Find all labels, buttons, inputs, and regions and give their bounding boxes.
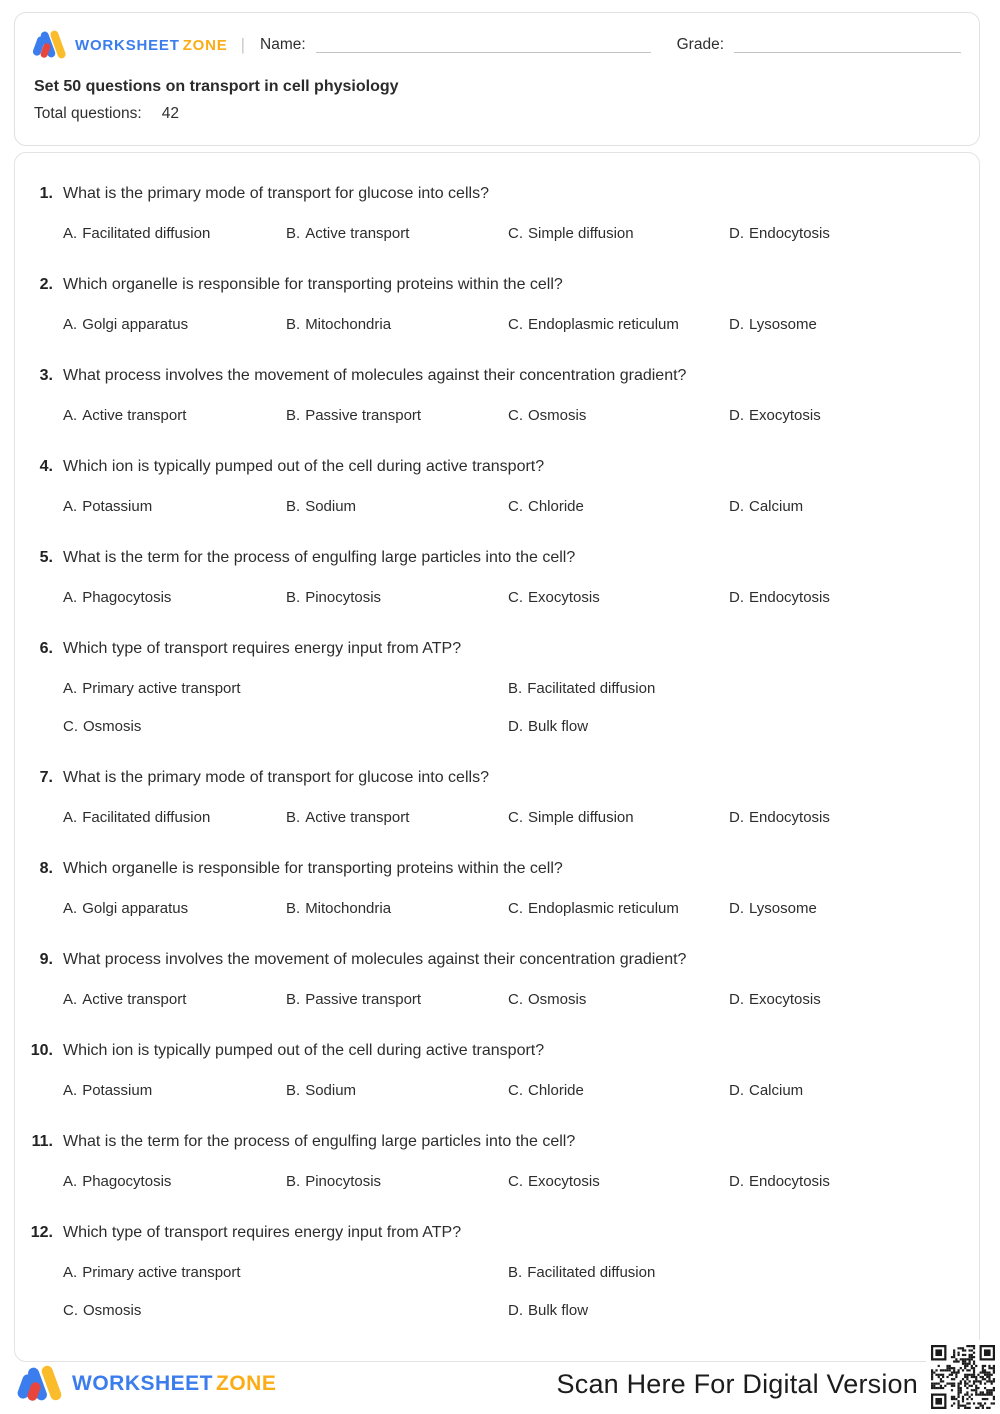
option-b-label: Passive transport (305, 407, 422, 424)
brand-word-zone: ZONE (182, 36, 228, 54)
question-number: 5. (39, 549, 53, 566)
option-a-letter: A. (63, 498, 78, 515)
option-a-label: Golgi apparatus (82, 900, 189, 917)
option-c-letter: C. (508, 991, 523, 1008)
option-c-label: Exocytosis (528, 1173, 600, 1190)
option-c[interactable] (508, 587, 729, 608)
option-c-letter: C. (508, 809, 523, 826)
option-b-label: Sodium (305, 1082, 357, 1099)
name-label: Name: (260, 36, 306, 53)
option-a-letter: A. (63, 900, 78, 917)
option-d[interactable] (508, 716, 967, 737)
question-row (15, 183, 967, 205)
question-options (63, 898, 967, 919)
option-d[interactable] (729, 496, 967, 517)
option-d-label: Calcium (749, 498, 804, 515)
option-a-label: Potassium (82, 1082, 153, 1099)
option-c-label: Endoplasmic reticulum (528, 900, 679, 917)
option-d-label: Endocytosis (749, 1173, 830, 1190)
question-number: 8. (39, 860, 53, 877)
option-d-letter: D. (729, 809, 744, 826)
option-a[interactable] (63, 314, 286, 335)
option-c-label: Endoplasmic reticulum (528, 316, 679, 333)
option-b[interactable] (508, 1262, 967, 1283)
option-d-label: Exocytosis (749, 407, 821, 424)
question-options (63, 1262, 967, 1321)
brand-name (75, 37, 228, 54)
option-d-letter: D. (729, 991, 744, 1008)
option-d-label: Bulk flow (528, 1302, 589, 1319)
option-c-letter: C. (508, 900, 523, 917)
option-c[interactable] (508, 1171, 729, 1192)
question-text: What is the primary mode of transport for glucose into cells? (63, 769, 489, 786)
question-text: Which ion is typically pumped out of the cell during active transport? (63, 458, 545, 475)
question-options (63, 1080, 967, 1101)
option-a-letter: A. (63, 1082, 78, 1099)
question-number: 2. (39, 276, 53, 293)
question-number: 12. (30, 1224, 53, 1241)
option-d-label: Calcium (749, 1082, 804, 1099)
option-b-label: Passive transport (305, 991, 422, 1008)
option-a-letter: A. (63, 991, 78, 1008)
option-b-label: Pinocytosis (305, 589, 382, 606)
header-row (34, 28, 961, 62)
option-a-letter: A. (63, 316, 78, 333)
option-b-label: Mitochondria (305, 900, 392, 917)
option-b-letter: B. (286, 809, 301, 826)
option-c-label: Osmosis (528, 407, 587, 424)
option-c-label: Exocytosis (528, 589, 600, 606)
option-d[interactable] (729, 587, 967, 608)
question-6 (15, 638, 967, 737)
question-text: Which organelle is responsible for transporting proteins within the cell? (63, 276, 563, 293)
option-b[interactable] (286, 223, 508, 244)
question-options (63, 807, 967, 828)
option-d[interactable] (729, 405, 967, 426)
question-row (15, 767, 967, 789)
option-b[interactable] (286, 314, 508, 335)
question-2 (15, 274, 967, 335)
option-b-letter: B. (286, 498, 301, 515)
option-a-label: Primary active transport (82, 1264, 241, 1281)
option-a-letter: A. (63, 1264, 78, 1281)
option-b-label: Active transport (305, 809, 410, 826)
option-d[interactable] (508, 1300, 967, 1321)
option-b-letter: B. (286, 991, 301, 1008)
option-b-letter: B. (286, 1173, 301, 1190)
question-text: What process involves the movement of molecules against their concentration gradient? (63, 951, 687, 968)
option-d-label: Lysosome (749, 316, 817, 333)
option-a[interactable] (63, 1080, 286, 1101)
option-b[interactable] (286, 807, 508, 828)
scan-here-text: Scan Here For Digital Version (556, 1368, 918, 1399)
question-row (15, 1222, 967, 1244)
option-a-label: Primary active transport (82, 680, 241, 697)
option-b-letter: B. (286, 589, 301, 606)
option-d-letter: D. (729, 498, 744, 515)
option-b-label: Mitochondria (305, 316, 392, 333)
option-a[interactable] (63, 989, 286, 1010)
option-a-label: Active transport (82, 991, 187, 1008)
option-a[interactable] (63, 1262, 508, 1283)
question-7 (15, 767, 967, 828)
option-a[interactable] (63, 223, 286, 244)
option-c-letter: C. (508, 407, 523, 424)
option-d-letter: D. (729, 900, 744, 917)
option-c-letter: C. (508, 589, 523, 606)
question-row (15, 949, 967, 971)
footer-brand-word-worksheet: WORKSHEET (72, 1372, 213, 1395)
header-divider: | (240, 35, 245, 54)
option-b[interactable] (286, 587, 508, 608)
option-b-letter: B. (286, 407, 301, 424)
option-a-letter: A. (63, 407, 78, 424)
total-questions-label: Total questions: (34, 105, 142, 122)
option-b-letter: B. (286, 900, 301, 917)
option-c[interactable] (508, 807, 729, 828)
option-d-label: Bulk flow (528, 718, 589, 735)
question-text: What is the primary mode of transport for glucose into cells? (63, 185, 489, 202)
question-text: Which ion is typically pumped out of the cell during active transport? (63, 1042, 545, 1059)
option-d-letter: D. (508, 718, 523, 735)
brand-logo (34, 30, 228, 60)
question-4 (15, 456, 967, 517)
total-questions-value: 42 (161, 105, 179, 122)
option-d-letter: D. (729, 316, 744, 333)
question-options (63, 405, 967, 426)
questions-card (14, 152, 980, 1362)
question-options (63, 989, 967, 1010)
option-c-label: Osmosis (83, 718, 142, 735)
question-text: What is the term for the process of engulfing large particles into the cell? (63, 1133, 576, 1150)
option-d-label: Endocytosis (749, 225, 830, 242)
question-row (15, 365, 967, 387)
question-row (15, 547, 967, 569)
option-c-letter: C. (508, 1082, 523, 1099)
option-c-label: Osmosis (83, 1302, 142, 1319)
option-d[interactable] (729, 898, 967, 919)
footer (20, 1358, 1000, 1410)
question-3 (15, 365, 967, 426)
option-a-letter: A. (63, 589, 78, 606)
option-c[interactable] (508, 223, 729, 244)
option-b-letter: B. (508, 680, 523, 697)
option-b[interactable] (286, 1080, 508, 1101)
question-text: Which organelle is responsible for transporting proteins within the cell? (63, 860, 563, 877)
option-b-letter: B. (286, 1082, 301, 1099)
option-c-letter: C. (63, 1302, 78, 1319)
option-d[interactable] (729, 1080, 967, 1101)
option-d-letter: D. (729, 1082, 744, 1099)
question-number: 9. (39, 951, 53, 968)
option-d-letter: D. (729, 407, 744, 424)
footer-brand-logo-icon (20, 1365, 62, 1403)
question-options (63, 1171, 967, 1192)
option-c[interactable] (508, 405, 729, 426)
option-c-label: Osmosis (528, 991, 587, 1008)
qr-code (926, 1340, 1000, 1414)
option-a[interactable] (63, 496, 286, 517)
option-d-label: Exocytosis (749, 991, 821, 1008)
worksheet-title: Set 50 questions on transport in cell physiology (34, 78, 399, 95)
option-c[interactable] (508, 989, 729, 1010)
question-number: 3. (39, 367, 53, 384)
question-10 (15, 1040, 967, 1101)
question-row (15, 1040, 967, 1062)
option-c-letter: C. (508, 498, 523, 515)
option-c-label: Simple diffusion (528, 809, 634, 826)
question-row (15, 1131, 967, 1153)
option-a[interactable] (63, 587, 286, 608)
option-a-label: Golgi apparatus (82, 316, 189, 333)
grade-input-line[interactable] (734, 38, 961, 53)
name-input-line[interactable] (316, 38, 651, 53)
option-d-letter: D. (508, 1302, 523, 1319)
option-c-label: Simple diffusion (528, 225, 634, 242)
option-b[interactable] (286, 989, 508, 1010)
option-b-label: Active transport (305, 225, 410, 242)
option-c[interactable] (508, 314, 729, 335)
option-b[interactable] (286, 496, 508, 517)
option-c-label: Chloride (528, 1082, 584, 1099)
question-text: What is the term for the process of engulfing large particles into the cell? (63, 549, 576, 566)
question-9 (15, 949, 967, 1010)
question-text: Which type of transport requires energy input from ATP? (63, 1224, 462, 1241)
option-b-letter: B. (286, 225, 301, 242)
option-c-letter: C. (508, 316, 523, 333)
question-options (63, 314, 967, 335)
brand-logo-icon (34, 30, 66, 60)
question-options (63, 587, 967, 608)
question-row (15, 456, 967, 478)
question-number: 1. (39, 185, 53, 202)
question-text: Which type of transport requires energy input from ATP? (63, 640, 462, 657)
option-c[interactable] (63, 716, 508, 737)
question-5 (15, 547, 967, 608)
option-a-label: Phagocytosis (82, 589, 172, 606)
footer-brand-logo (20, 1365, 276, 1403)
question-row (15, 638, 967, 660)
question-8 (15, 858, 967, 919)
question-options (63, 496, 967, 517)
option-a-letter: A. (63, 809, 78, 826)
question-row (15, 274, 967, 296)
option-b[interactable] (286, 1171, 508, 1192)
option-b-letter: B. (286, 316, 301, 333)
question-options (63, 678, 967, 737)
option-a[interactable] (63, 898, 286, 919)
option-a-letter: A. (63, 1173, 78, 1190)
question-text: What process involves the movement of molecules against their concentration gradient? (63, 367, 687, 384)
brand-word-worksheet: WORKSHEET (75, 36, 180, 54)
option-a-label: Active transport (82, 407, 187, 424)
option-d[interactable] (729, 989, 967, 1010)
question-number: 4. (39, 458, 53, 475)
option-b[interactable] (286, 898, 508, 919)
option-d-letter: D. (729, 1173, 744, 1190)
option-b-label: Sodium (305, 498, 357, 515)
total-questions-row (34, 105, 961, 123)
option-a-letter: A. (63, 225, 78, 242)
option-b-label: Facilitated diffusion (527, 680, 656, 697)
option-c[interactable] (63, 1300, 508, 1321)
question-number: 11. (31, 1133, 53, 1150)
option-d-letter: D. (729, 589, 744, 606)
option-a[interactable] (63, 678, 508, 699)
option-b-label: Pinocytosis (305, 1173, 382, 1190)
question-number: 10. (30, 1042, 53, 1059)
grade-label: Grade: (676, 36, 724, 53)
question-number: 7. (39, 769, 53, 786)
option-a[interactable] (63, 807, 286, 828)
qr-code-icon (931, 1345, 995, 1409)
option-d[interactable] (729, 1171, 967, 1192)
option-c[interactable] (508, 1080, 729, 1101)
option-a-label: Potassium (82, 498, 153, 515)
option-c-letter: C. (63, 718, 78, 735)
option-a-label: Facilitated diffusion (82, 225, 211, 242)
question-1 (15, 183, 967, 244)
question-list (15, 183, 967, 1321)
question-12 (15, 1222, 967, 1321)
option-b-letter: B. (508, 1264, 523, 1281)
option-b-label: Facilitated diffusion (527, 1264, 656, 1281)
option-d-label: Lysosome (749, 900, 817, 917)
question-options (63, 223, 967, 244)
option-a[interactable] (63, 1171, 286, 1192)
option-a-label: Phagocytosis (82, 1173, 172, 1190)
option-c-letter: C. (508, 1173, 523, 1190)
question-row (15, 858, 967, 880)
option-b[interactable] (286, 405, 508, 426)
option-c[interactable] (508, 898, 729, 919)
footer-brand-word-zone: ZONE (216, 1372, 277, 1395)
footer-brand-name (72, 1372, 276, 1396)
option-a-label: Facilitated diffusion (82, 809, 211, 826)
option-c-label: Chloride (528, 498, 584, 515)
option-c-letter: C. (508, 225, 523, 242)
option-a[interactable] (63, 405, 286, 426)
option-d-letter: D. (729, 225, 744, 242)
question-number: 6. (39, 640, 53, 657)
option-d[interactable] (729, 807, 967, 828)
header-card (14, 12, 980, 146)
option-a-letter: A. (63, 680, 78, 697)
option-d-label: Endocytosis (749, 809, 830, 826)
question-11 (15, 1131, 967, 1192)
option-d-label: Endocytosis (749, 589, 830, 606)
option-d[interactable] (729, 223, 967, 244)
option-d[interactable] (729, 314, 967, 335)
option-b[interactable] (508, 678, 967, 699)
option-c[interactable] (508, 496, 729, 517)
